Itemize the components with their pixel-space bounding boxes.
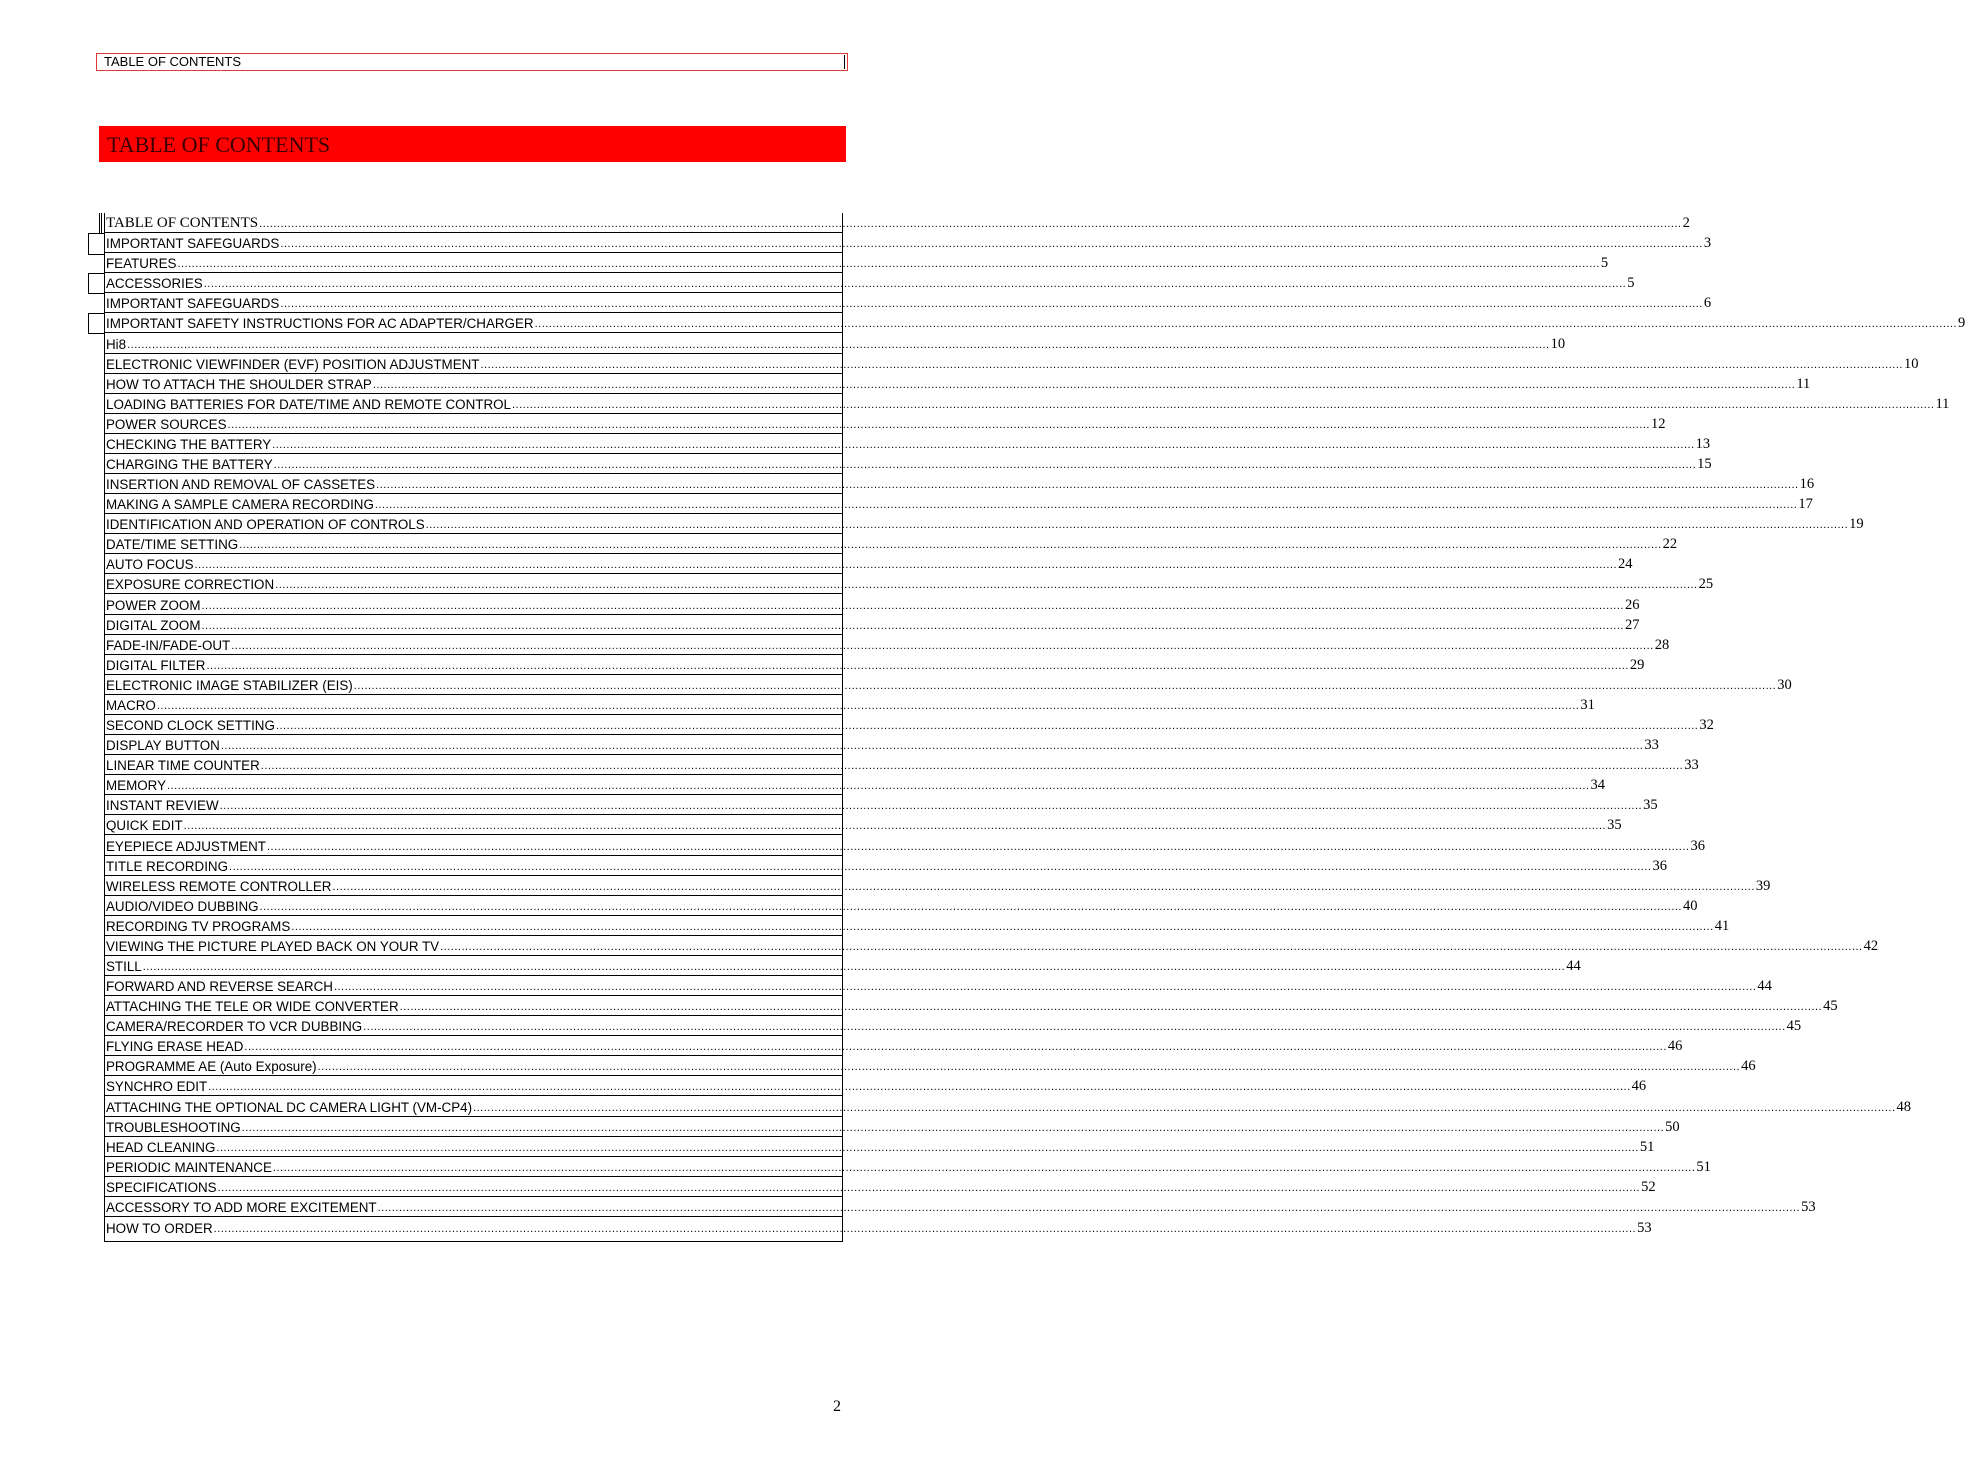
toc-entry-label: ELECTRONIC VIEWFINDER (EVF) POSITION ADJUSTMENT bbox=[106, 356, 480, 372]
toc-entry-label: IMPORTANT SAFETY INSTRUCTIONS FOR AC ADAPTER/CHARGER bbox=[106, 316, 534, 332]
revision-tick bbox=[88, 233, 104, 234]
toc-entry-label: ELECTRONIC IMAGE STABILIZER (EIS) bbox=[106, 677, 353, 693]
toc-entry-label: IMPORTANT SAFEGUARDS bbox=[106, 236, 280, 252]
toc-entry[interactable] bbox=[105, 976, 1772, 996]
toc-entry-label: ACCESSORIES bbox=[106, 276, 203, 292]
revision-bar bbox=[99, 213, 100, 234]
toc-entry-page: 12 bbox=[1651, 415, 1666, 432]
toc-entry-page: 42 bbox=[1863, 937, 1879, 954]
toc-entry[interactable] bbox=[105, 1117, 1680, 1137]
running-header bbox=[96, 53, 848, 71]
revision-tick bbox=[88, 273, 104, 274]
toc-dot-leader: ................................................................................................................................................................................................................................................................................................................................................................................................................ bbox=[239, 539, 1662, 552]
toc-entry-page: 11 bbox=[1935, 395, 1950, 412]
toc-dot-leader: ................................................................................................................................................................................................................................................................................................................................................................................................................ bbox=[372, 378, 1796, 391]
toc-entry[interactable] bbox=[105, 1177, 1656, 1197]
toc-entry-label: WIRELESS REMOTE CONTROLLER bbox=[106, 878, 332, 894]
toc-entry-page: 44 bbox=[1757, 978, 1772, 995]
toc-dot-leader: ................................................................................................................................................................................................................................................................................................................................................................................................................ bbox=[317, 1061, 1741, 1074]
toc-entry-label: FORWARD AND REVERSE SEARCH bbox=[106, 979, 333, 995]
toc-entry-page: 10 bbox=[1903, 355, 1919, 372]
toc-entry-page: 6 bbox=[1703, 295, 1712, 312]
toc-entry-label: LOADING BATTERIES FOR DATE/TIME AND REMOTE CONTROL bbox=[106, 396, 511, 412]
toc-entry-page: 52 bbox=[1641, 1178, 1656, 1195]
toc-entry-page: 41 bbox=[1714, 917, 1730, 934]
toc-entry[interactable] bbox=[105, 1056, 1756, 1076]
toc-entry-page: 27 bbox=[1624, 616, 1640, 633]
toc-entry-label: AUTO FOCUS bbox=[106, 557, 194, 573]
toc-dot-leader: ................................................................................................................................................................................................................................................................................................................................................................................................................ bbox=[220, 740, 1644, 753]
toc-entry-page: 31 bbox=[1580, 696, 1595, 713]
toc-dot-leader: ................................................................................................................................................................................................................................................................................................................................................................................................................ bbox=[363, 1021, 1786, 1034]
toc-entry[interactable] bbox=[105, 414, 1666, 434]
toc-entry-label: DATE/TIME SETTING bbox=[106, 537, 239, 553]
toc-entry[interactable] bbox=[105, 655, 1645, 675]
toc-entry-label: QUICK EDIT bbox=[106, 818, 183, 834]
toc-entry[interactable] bbox=[105, 1217, 1652, 1237]
toc-dot-leader: ................................................................................................................................................................................................................................................................................................................................................................................................................ bbox=[206, 659, 1629, 672]
toc-entry-page: 17 bbox=[1798, 496, 1813, 513]
toc-dot-leader: ................................................................................................................................................................................................................................................................................................................................................................................................................ bbox=[142, 960, 1566, 973]
toc-entry-page: 53 bbox=[1801, 1198, 1816, 1215]
toc-dot-leader: ................................................................................................................................................................................................................................................................................................................................................................................................................ bbox=[167, 780, 1590, 793]
toc-entry[interactable] bbox=[105, 233, 1712, 253]
toc-entry[interactable] bbox=[105, 635, 1670, 655]
toc-entry[interactable] bbox=[105, 354, 1919, 374]
toc-entry-label: FLYING ERASE HEAD bbox=[106, 1039, 244, 1055]
toc-entry-label: DIGITAL FILTER bbox=[106, 657, 206, 673]
toc-entry[interactable] bbox=[105, 434, 1711, 454]
toc-entry-label: FEATURES bbox=[106, 256, 177, 272]
toc-entry-page: 46 bbox=[1741, 1058, 1756, 1075]
toc-entry-label: ATTACHING THE OPTIONAL DC CAMERA LIGHT (VM-CP4) bbox=[106, 1099, 473, 1115]
toc-entry-page: 36 bbox=[1652, 857, 1667, 874]
toc-dot-leader: ................................................................................................................................................................................................................................................................................................................................................................................................................ bbox=[272, 1161, 1696, 1174]
toc-entry[interactable] bbox=[105, 514, 1864, 534]
toc-entry-label: STILL bbox=[106, 958, 142, 974]
toc-entry-page: 5 bbox=[1600, 255, 1609, 272]
toc-dot-leader: ................................................................................................................................................................................................................................................................................................................................................................................................................ bbox=[127, 338, 1550, 351]
toc-entry-page: 19 bbox=[1849, 516, 1864, 533]
toc-entry[interactable] bbox=[105, 494, 1813, 514]
toc-dot-leader: ................................................................................................................................................................................................................................................................................................................................................................................................................ bbox=[374, 499, 1798, 512]
toc-dot-leader: ................................................................................................................................................................................................................................................................................................................................................................................................................ bbox=[266, 840, 1690, 853]
toc-dot-leader: ................................................................................................................................................................................................................................................................................................................................................................................................................ bbox=[377, 1201, 1801, 1214]
revision-tick bbox=[88, 333, 104, 334]
revision-tick bbox=[88, 254, 104, 255]
toc-entry-page: 29 bbox=[1629, 656, 1645, 673]
toc-entry[interactable] bbox=[105, 1197, 1816, 1217]
toc-entry-label: PROGRAMME AE (Auto Exposure) bbox=[106, 1059, 317, 1075]
toc-entry[interactable] bbox=[105, 1096, 1912, 1116]
toc-dot-leader: ................................................................................................................................................................................................................................................................................................................................................................................................................ bbox=[203, 278, 1627, 291]
toc-entry-label: ACCESSORY TO ADD MORE EXCITEMENT bbox=[106, 1199, 377, 1215]
toc-dot-leader: ................................................................................................................................................................................................................................................................................................................................................................................................................ bbox=[177, 258, 1600, 271]
toc-entry-label: LINEAR TIME COUNTER bbox=[106, 758, 260, 774]
toc-entry[interactable] bbox=[105, 1036, 1683, 1056]
toc-entry-label: EYEPIECE ADJUSTMENT bbox=[106, 838, 266, 854]
toc-entry-label: CHECKING THE BATTERY bbox=[106, 436, 272, 452]
toc-dot-leader: ................................................................................................................................................................................................................................................................................................................................................................................................................ bbox=[260, 760, 1684, 773]
toc-entry-label: PERIODIC MAINTENANCE bbox=[106, 1159, 272, 1175]
toc-entry-label: MACRO bbox=[106, 697, 156, 713]
toc-entry-page: 32 bbox=[1699, 717, 1714, 734]
toc-entry[interactable] bbox=[105, 574, 1714, 594]
toc-entry[interactable] bbox=[105, 896, 1698, 916]
toc-dot-leader: ................................................................................................................................................................................................................................................................................................................................................................................................................ bbox=[216, 1141, 1639, 1154]
toc-entry-page: 34 bbox=[1590, 777, 1605, 794]
toc-entry-page: 15 bbox=[1697, 456, 1712, 473]
toc-dot-leader: ................................................................................................................................................................................................................................................................................................................................................................................................................ bbox=[217, 1181, 1641, 1194]
toc-dot-leader: ................................................................................................................................................................................................................................................................................................................................................................................................................ bbox=[201, 599, 1624, 612]
toc-entry[interactable] bbox=[105, 454, 1712, 474]
running-header-text: TABLE OF CONTENTS bbox=[104, 54, 241, 69]
toc-entry-page: 45 bbox=[1786, 1018, 1802, 1035]
toc-entry-label: IMPORTANT SAFEGUARDS bbox=[106, 296, 280, 312]
toc-entry[interactable] bbox=[105, 313, 1966, 333]
toc-entry[interactable] bbox=[105, 775, 1605, 795]
toc-dot-leader: ................................................................................................................................................................................................................................................................................................................................................................................................................ bbox=[280, 298, 1703, 311]
toc-entry-label: SECOND CLOCK SETTING bbox=[106, 718, 275, 734]
toc-entry-page: 28 bbox=[1654, 636, 1670, 653]
toc-dot-leader: ................................................................................................................................................................................................................................................................................................................................................................................................................ bbox=[440, 940, 1863, 953]
toc-entry-page: 40 bbox=[1683, 897, 1698, 914]
revision-tick bbox=[88, 293, 104, 294]
toc-dot-leader: ................................................................................................................................................................................................................................................................................................................................................................................................................ bbox=[213, 1222, 1637, 1235]
toc-entry-label: ATTACHING THE TELE OR WIDE CONVERTER bbox=[106, 999, 399, 1015]
toc-entry[interactable] bbox=[105, 474, 1815, 494]
toc-entry-page: 46 bbox=[1631, 1078, 1647, 1095]
toc-entry-label: RECORDING TV PROGRAMS bbox=[106, 918, 291, 934]
toc-entry-page: 39 bbox=[1755, 877, 1771, 894]
toc-dot-leader: ................................................................................................................................................................................................................................................................................................................................................................................................................ bbox=[201, 619, 1624, 632]
toc-dot-leader: ................................................................................................................................................................................................................................................................................................................................................................................................................ bbox=[241, 1121, 1665, 1134]
toc-entry-page: 2 bbox=[1682, 215, 1690, 232]
toc-entry-page: 45 bbox=[1823, 998, 1838, 1015]
toc-dot-leader: ................................................................................................................................................................................................................................................................................................................................................................................................................ bbox=[332, 880, 1755, 893]
toc-entry-page: 33 bbox=[1684, 757, 1699, 774]
toc-entry-page: 26 bbox=[1624, 596, 1640, 613]
toc-entry-page: 44 bbox=[1566, 957, 1581, 974]
toc-entry-page: 48 bbox=[1896, 1098, 1912, 1115]
toc-entry[interactable] bbox=[105, 835, 1705, 855]
revision-bar bbox=[88, 273, 89, 293]
page-title: TABLE OF CONTENTS bbox=[99, 126, 846, 162]
toc-entry-label: DIGITAL ZOOM bbox=[106, 617, 201, 633]
toc-entry-label: SYNCHRO EDIT bbox=[106, 1079, 208, 1095]
toc-dot-leader: ................................................................................................................................................................................................................................................................................................................................................................................................................ bbox=[425, 519, 1849, 532]
toc-dot-leader: ................................................................................................................................................................................................................................................................................................................................................................................................................ bbox=[534, 318, 1958, 331]
toc-entry-label: IDENTIFICATION AND OPERATION OF CONTROLS bbox=[106, 517, 425, 533]
toc-entry-label: HOW TO ATTACH THE SHOULDER STRAP bbox=[106, 376, 372, 392]
toc-entry-label: POWER SOURCES bbox=[106, 416, 227, 432]
toc-entry[interactable] bbox=[105, 815, 1622, 835]
toc-dot-leader: ................................................................................................................................................................................................................................................................................................................................................................................................................ bbox=[227, 418, 1650, 431]
toc-dot-leader: ................................................................................................................................................................................................................................................................................................................................................................................................................ bbox=[231, 639, 1654, 652]
toc-dot-leader: ................................................................................................................................................................................................................................................................................................................................................................................................................ bbox=[353, 679, 1777, 692]
toc-entry[interactable] bbox=[105, 534, 1678, 554]
toc-entry-page: 11 bbox=[1796, 375, 1811, 392]
revision-bar bbox=[88, 233, 89, 254]
toc-entry[interactable] bbox=[105, 333, 1566, 353]
toc-entry-label: DISPLAY BUTTON bbox=[106, 738, 220, 754]
toc-dot-leader: ................................................................................................................................................................................................................................................................................................................................................................................................................ bbox=[275, 579, 1698, 592]
toc-entry[interactable] bbox=[105, 1076, 1647, 1096]
toc-dot-leader: ................................................................................................................................................................................................................................................................................................................................................................................................................ bbox=[219, 800, 1643, 813]
toc-entry-label: FADE-IN/FADE-OUT bbox=[106, 637, 231, 653]
toc-entry-label: HEAD CLEANING bbox=[106, 1139, 216, 1155]
toc-entry-page: 25 bbox=[1698, 576, 1714, 593]
toc-entry-page: 35 bbox=[1607, 817, 1622, 834]
toc-dot-leader: ................................................................................................................................................................................................................................................................................................................................................................................................................ bbox=[244, 1041, 1667, 1054]
toc-entry[interactable] bbox=[105, 1157, 1711, 1177]
toc-entry[interactable] bbox=[105, 755, 1699, 775]
revision-bar bbox=[101, 213, 102, 234]
toc-dot-leader: ................................................................................................................................................................................................................................................................................................................................................................................................................ bbox=[183, 820, 1607, 833]
toc-entry-page: 50 bbox=[1665, 1118, 1680, 1135]
toc-entry[interactable] bbox=[105, 554, 1633, 574]
toc-entry[interactable] bbox=[105, 615, 1640, 635]
toc-entry[interactable] bbox=[105, 916, 1730, 936]
toc-entry[interactable] bbox=[105, 695, 1595, 715]
toc-entry-label: TITLE RECORDING bbox=[106, 858, 229, 874]
toc-dot-leader: ................................................................................................................................................................................................................................................................................................................................................................................................................ bbox=[194, 559, 1618, 572]
toc-entry-page: 36 bbox=[1690, 837, 1705, 854]
toc-dot-leader: ................................................................................................................................................................................................................................................................................................................................................................................................................ bbox=[208, 1081, 1631, 1094]
toc-entry-page: 10 bbox=[1550, 335, 1566, 352]
toc-entry-label: CAMERA/RECORDER TO VCR DUBBING bbox=[106, 1019, 363, 1035]
toc-entry[interactable] bbox=[105, 293, 1712, 313]
toc-entry-page: 51 bbox=[1639, 1138, 1655, 1155]
toc-entry-page: 22 bbox=[1662, 536, 1678, 553]
toc-entry-label: TABLE OF CONTENTS bbox=[106, 215, 259, 232]
toc-entry-page: 13 bbox=[1695, 435, 1711, 452]
toc-entry-label: Hi8 bbox=[106, 336, 127, 352]
toc-entry[interactable] bbox=[105, 956, 1581, 976]
toc-entry-page: 16 bbox=[1799, 476, 1815, 493]
toc-entry-page: 3 bbox=[1703, 235, 1712, 252]
toc-entry-page: 46 bbox=[1667, 1038, 1683, 1055]
toc-dot-leader: ................................................................................................................................................................................................................................................................................................................................................................................................................ bbox=[473, 1101, 1896, 1114]
toc-entry-page: 35 bbox=[1643, 797, 1658, 814]
toc-entry[interactable] bbox=[105, 876, 1771, 896]
revision-bar bbox=[88, 313, 89, 333]
toc-dot-leader: ................................................................................................................................................................................................................................................................................................................................................................................................................ bbox=[399, 1001, 1823, 1014]
toc-dot-leader: ................................................................................................................................................................................................................................................................................................................................................................................................................ bbox=[376, 479, 1799, 492]
toc-entry[interactable] bbox=[105, 594, 1640, 614]
toc-dot-leader: ................................................................................................................................................................................................................................................................................................................................................................................................................ bbox=[291, 920, 1714, 933]
toc-entry-label: TROUBLESHOOTING bbox=[106, 1119, 241, 1135]
toc-dot-leader: ................................................................................................................................................................................................................................................................................................................................................................................................................ bbox=[273, 459, 1697, 472]
toc-dot-leader: ................................................................................................................................................................................................................................................................................................................................................................................................................ bbox=[259, 218, 1682, 231]
toc-entry[interactable] bbox=[105, 1016, 1802, 1036]
page-number: 2 bbox=[833, 1398, 841, 1415]
revision-tick bbox=[88, 313, 104, 314]
toc-entry-label: EXPOSURE CORRECTION bbox=[106, 577, 275, 593]
toc-entry[interactable] bbox=[105, 715, 1714, 735]
toc-entry-label: VIEWING THE PICTURE PLAYED BACK ON YOUR TV bbox=[106, 938, 440, 954]
toc-dot-leader: ................................................................................................................................................................................................................................................................................................................................................................................................................ bbox=[229, 860, 1652, 873]
toc-entry-page: 33 bbox=[1644, 737, 1659, 754]
toc-entry[interactable] bbox=[105, 996, 1838, 1016]
toc-entry[interactable] bbox=[105, 394, 1950, 414]
toc-entry-page: 53 bbox=[1637, 1219, 1652, 1236]
header-end-mark bbox=[844, 55, 845, 69]
toc-entry-page: 30 bbox=[1777, 676, 1792, 693]
toc-entry-page: 24 bbox=[1618, 556, 1633, 573]
toc-dot-leader: ................................................................................................................................................................................................................................................................................................................................................................................................................ bbox=[480, 358, 1903, 371]
toc-entry[interactable] bbox=[105, 795, 1658, 815]
toc-list bbox=[104, 213, 1966, 1242]
toc-dot-leader: ................................................................................................................................................................................................................................................................................................................................................................................................................ bbox=[511, 398, 1935, 411]
toc-entry-label: MAKING A SAMPLE CAMERA RECORDING bbox=[106, 497, 374, 513]
toc-dot-leader: ................................................................................................................................................................................................................................................................................................................................................................................................................ bbox=[156, 699, 1580, 712]
toc-entry-label: CHARGING THE BATTERY bbox=[106, 457, 273, 473]
toc-entry-label: HOW TO ORDER bbox=[106, 1220, 213, 1236]
toc-entry-label: INSTANT REVIEW bbox=[106, 798, 219, 814]
toc-dot-leader: ................................................................................................................................................................................................................................................................................................................................................................................................................ bbox=[259, 900, 1682, 913]
toc-dot-leader: ................................................................................................................................................................................................................................................................................................................................................................................................................ bbox=[275, 720, 1699, 733]
toc-entry[interactable] bbox=[105, 856, 1667, 876]
toc-entry-label: AUDIO/VIDEO DUBBING bbox=[106, 898, 259, 914]
toc-entry[interactable] bbox=[105, 374, 1811, 394]
toc-dot-leader: ................................................................................................................................................................................................................................................................................................................................................................................................................ bbox=[272, 438, 1695, 451]
toc-entry-label: MEMORY bbox=[106, 778, 167, 794]
toc-entry-label: POWER ZOOM bbox=[106, 597, 201, 613]
toc-entry-label: SPECIFICATIONS bbox=[106, 1179, 217, 1195]
toc-entry[interactable] bbox=[105, 936, 1879, 956]
toc-entry-page: 51 bbox=[1696, 1158, 1711, 1175]
toc-entry-label: INSERTION AND REMOVAL OF CASSETES bbox=[106, 477, 376, 493]
toc-entry[interactable] bbox=[105, 253, 1609, 273]
toc-entry[interactable] bbox=[105, 735, 1659, 755]
toc-dot-leader: ................................................................................................................................................................................................................................................................................................................................................................................................................ bbox=[333, 981, 1757, 994]
toc-dot-leader: ................................................................................................................................................................................................................................................................................................................................................................................................................ bbox=[280, 238, 1703, 251]
toc-entry[interactable] bbox=[105, 1137, 1655, 1157]
toc-entry[interactable] bbox=[105, 213, 1690, 233]
toc-entry-page: 9 bbox=[1958, 315, 1966, 332]
toc-entry[interactable] bbox=[105, 675, 1792, 695]
toc-entry[interactable] bbox=[105, 273, 1635, 293]
toc-entry-page: 5 bbox=[1627, 275, 1635, 292]
